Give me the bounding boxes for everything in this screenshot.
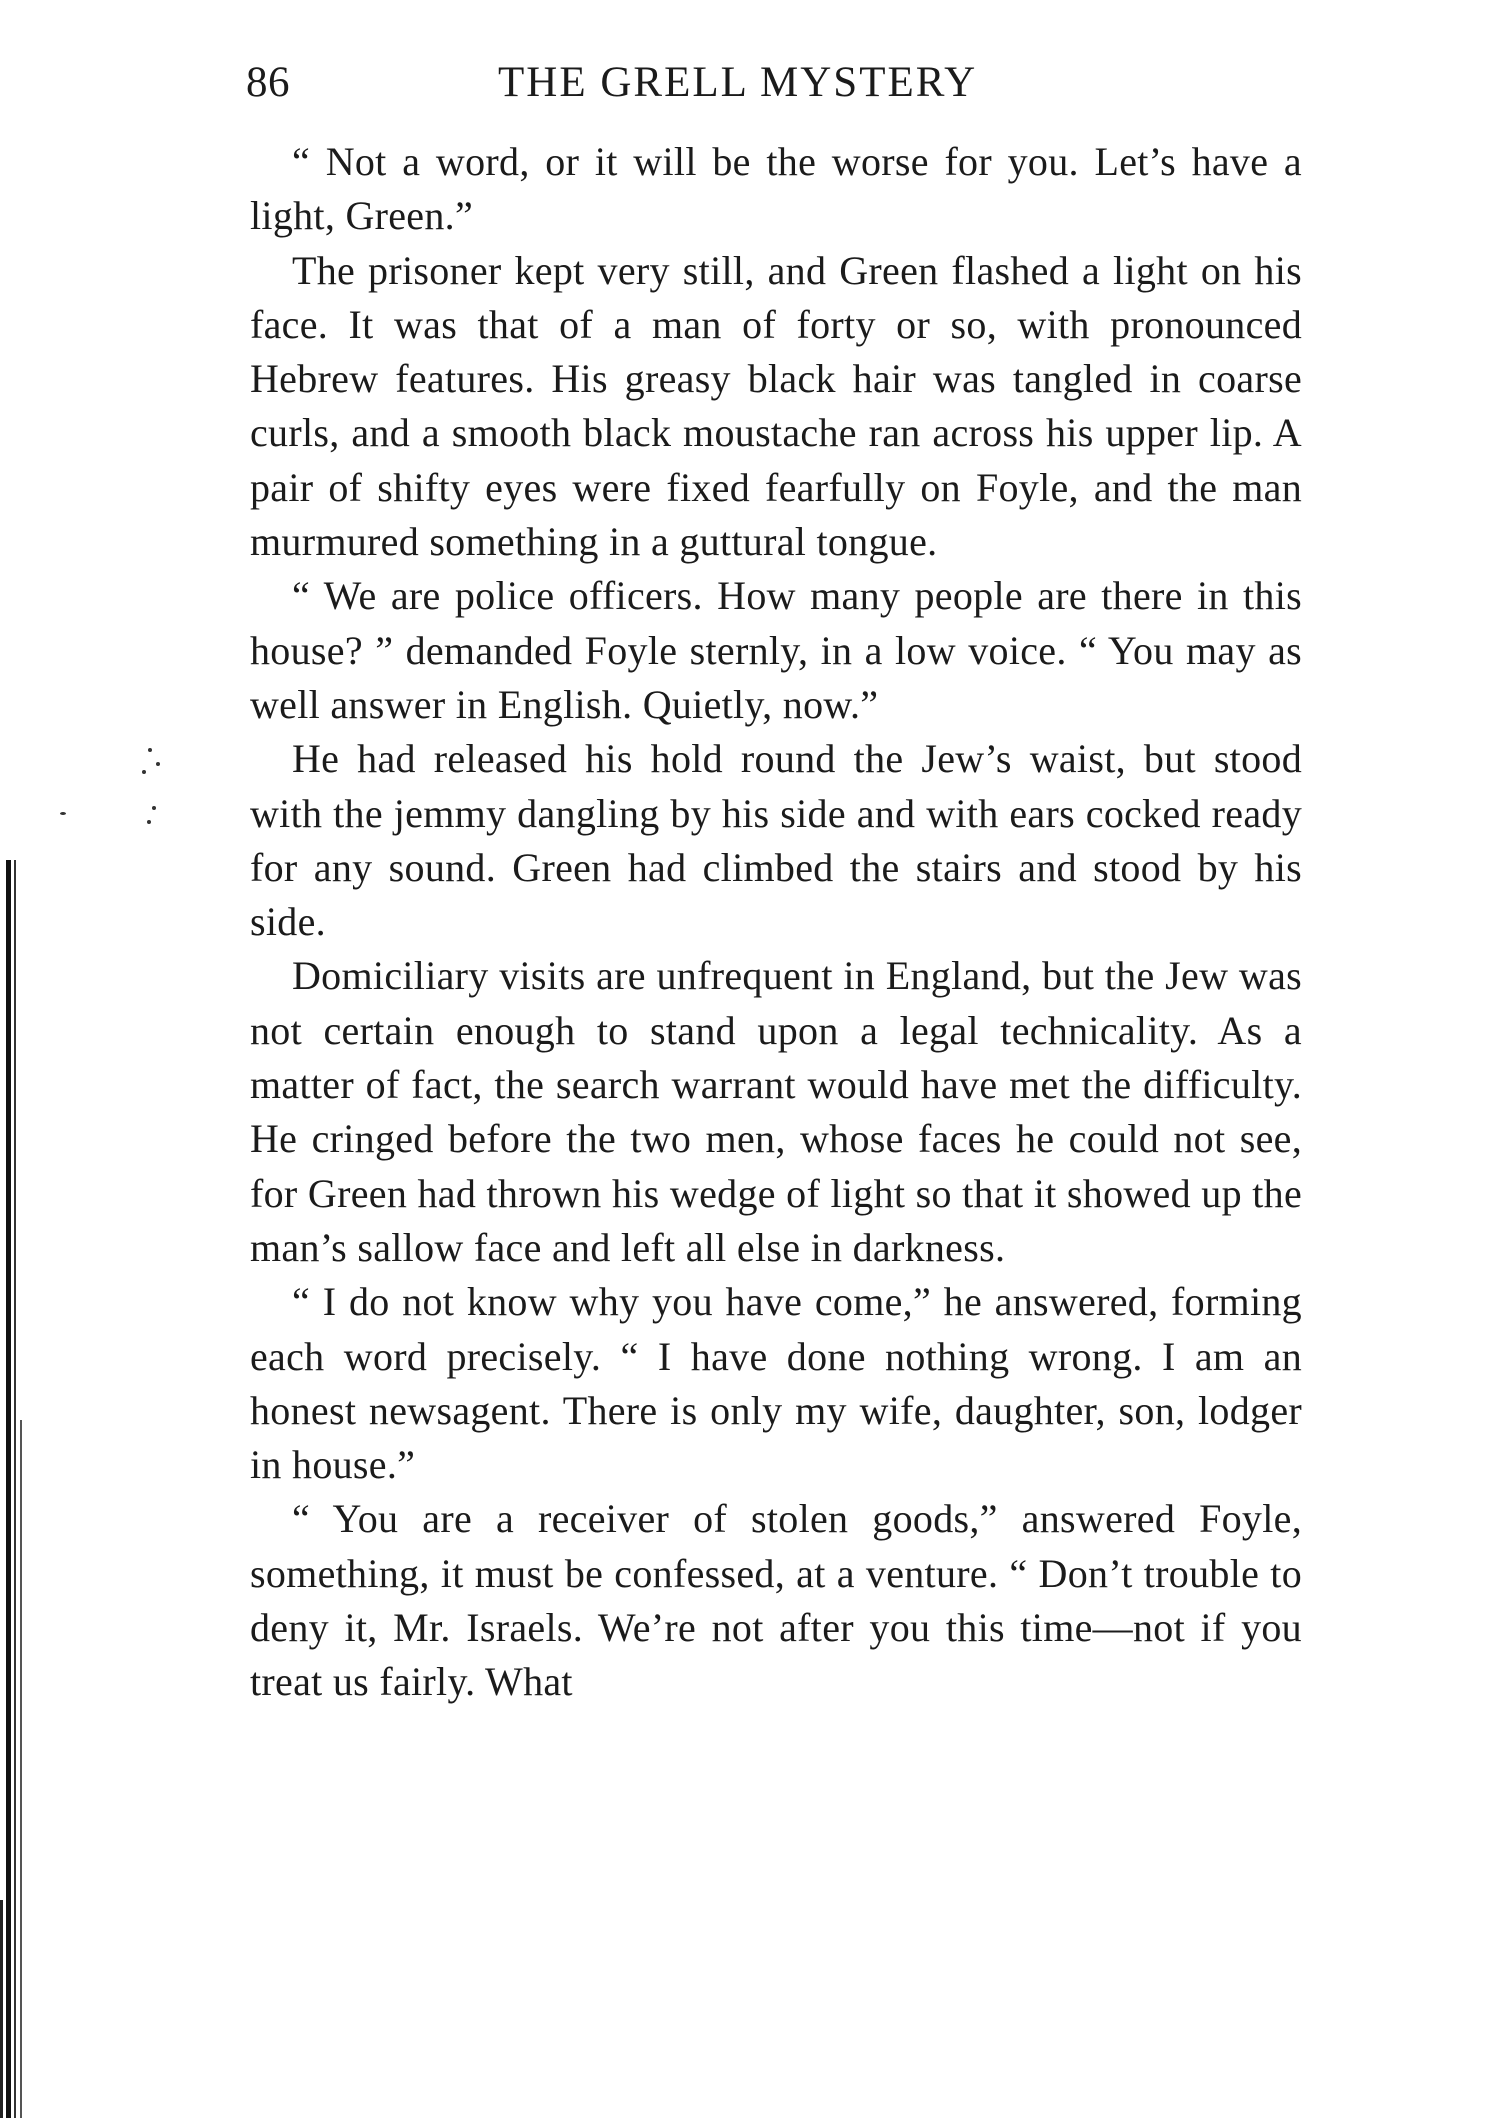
ink-speckle (152, 806, 156, 810)
paragraph: Domiciliary visits are unfrequent in England, but the Jew was not certain enough to stand upon a legal technicality. As a matter of fact, the search warrant would have met the difficulty. He cringed before the two men, whose faces he could not see, for Green had thrown his wedge of light so that it showed up the man’s sallow face and left all else in darkness. (250, 953, 1302, 1270)
ink-speckle (60, 812, 66, 815)
ink-speckle (147, 820, 151, 824)
ink-speckle (142, 770, 146, 774)
paragraph: “ I do not know why you have come,” he answered, forming each word precisely. “ I have done nothing wrong. I am an honest newsagent. There is only my wife, daughter, son, lodger in house.” (250, 1279, 1302, 1488)
binding-edge-line (20, 1420, 22, 2118)
paragraph: “ Not a word, or it will be the worse for you. Let’s have a light, Green.” (250, 139, 1302, 239)
page-header (246, 58, 1300, 118)
running-title: THE GRELL MYSTERY (498, 59, 978, 106)
paragraph: “ You are a receiver of stolen goods,” answered Foyle, something, it must be confessed, at a venture. “ Don’t trouble to deny it, Mr. Israels. We’re not after you this time—not if you treat us fairly. What (250, 1496, 1302, 1705)
paragraph: The prisoner kept very still, and Green flashed a light on his face. It was that of a man of forty or so, with pronounced Hebrew features. His greasy black hair was tangled in coarse curls, and a smooth black moustache ran across his upper lip. A pair of shifty eyes were fixed fearfully on Foyle, and the man murmured something in a guttural tongue. (250, 247, 1302, 565)
binding-edge-line (6, 860, 11, 2118)
page-number: 86 (246, 59, 290, 106)
binding-edge-line (0, 1900, 3, 2118)
ink-speckle (148, 748, 152, 752)
binding-edge-line (14, 860, 16, 2118)
body-text (250, 135, 1302, 1710)
paragraph: He had released his hold round the Jew’s waist, but stood with the jemmy dangling by his side and with ears cocked ready for any sound. Green had climbed the stairs and stood by his side. (250, 736, 1302, 945)
ink-speckle (156, 762, 160, 766)
paragraph: “ We are police officers. How many people are there in this house? ” demanded Foyle sternly, in a low voice. “ You may as well answer in English. Quietly, now.” (250, 573, 1302, 727)
